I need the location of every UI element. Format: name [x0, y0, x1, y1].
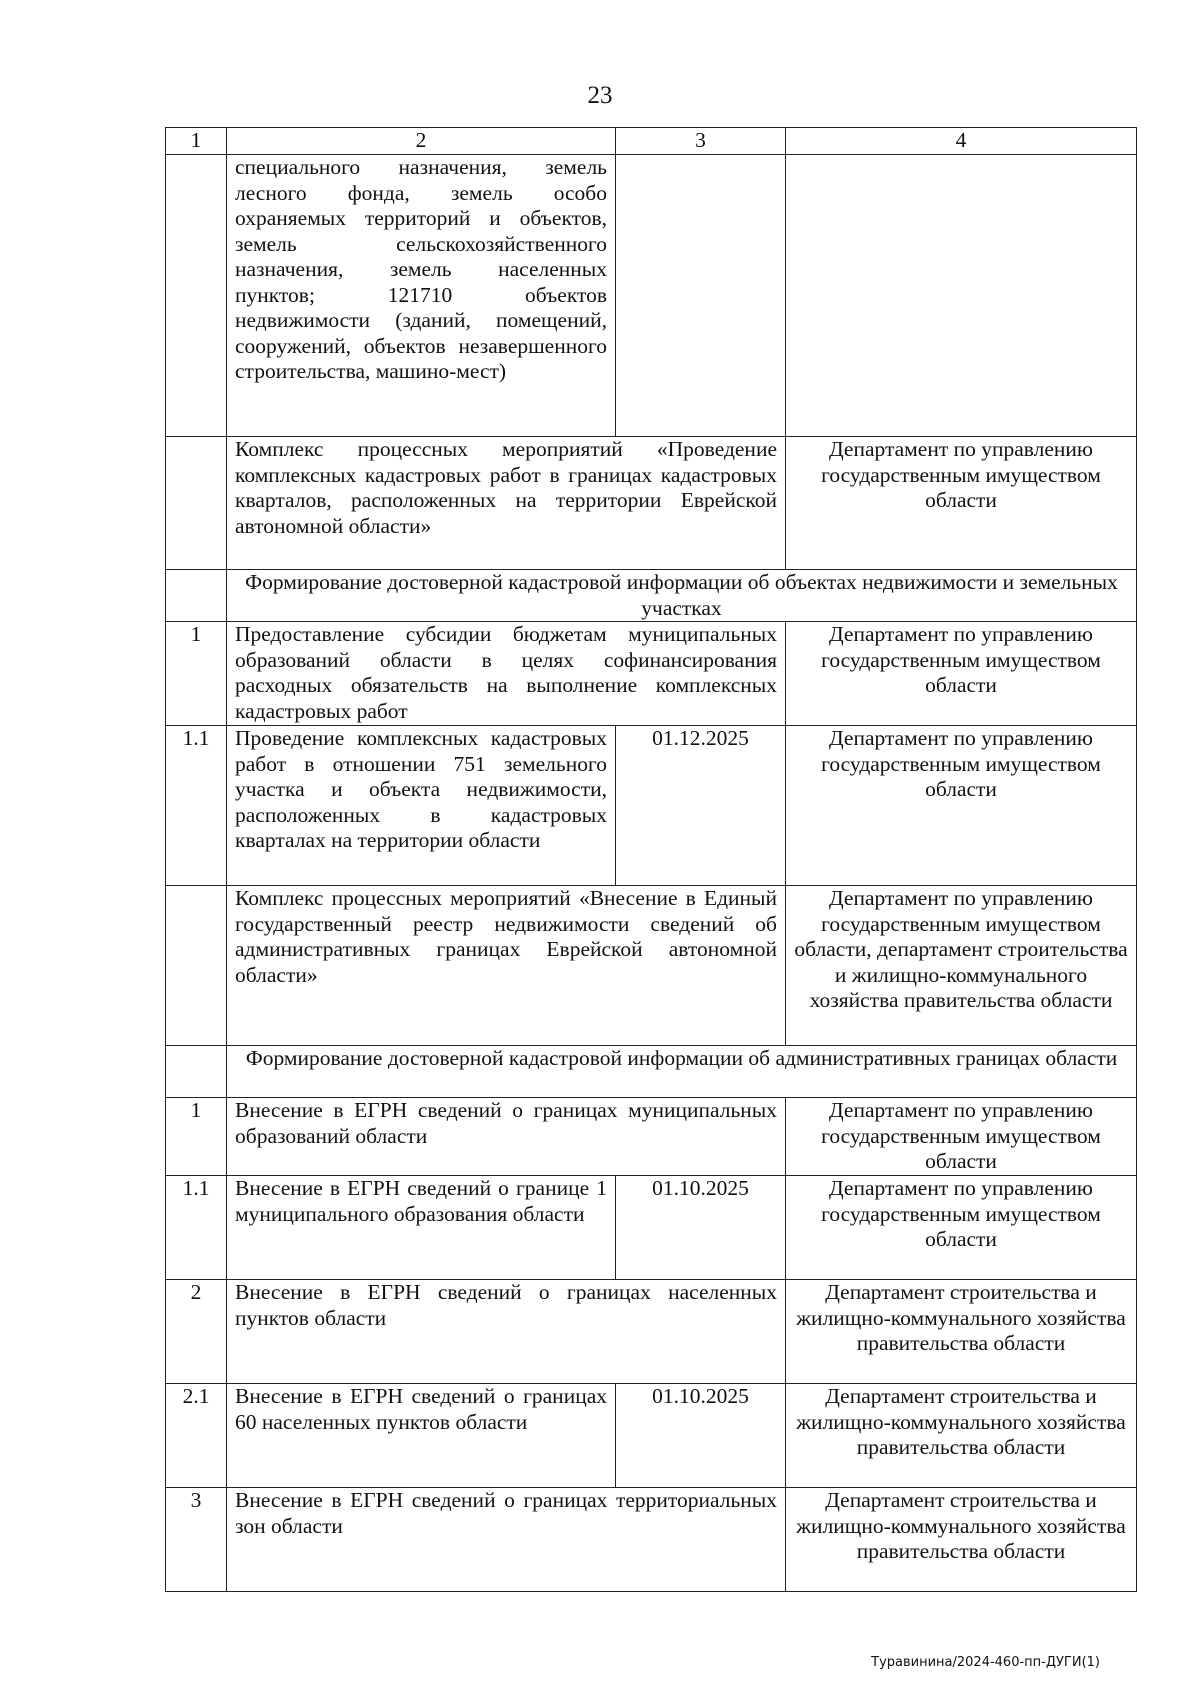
deadline: 01.12.2025	[616, 726, 786, 886]
row-number: 3	[166, 1488, 227, 1592]
responsible: Департамент строительства и жилищно-коммунального хозяйства правительства области	[786, 1280, 1137, 1384]
row-number	[166, 1046, 227, 1098]
deadline	[616, 155, 786, 437]
complex-title: Комплекс процессных мероприятий «Внесение в Единый государственный реестр недвижимости сведений об административных границах Еврейской автономной области»	[227, 886, 786, 1046]
row-number: 1.1	[166, 726, 227, 886]
responsible: Департамент по управлению государственным имуществом области, департамент строительства и жилищно-коммунального хозяйства правительства области	[786, 886, 1137, 1046]
header-col-4: 4	[786, 128, 1137, 155]
table-row	[166, 1098, 1137, 1176]
table-row	[166, 1176, 1137, 1280]
header-col-1: 1	[166, 128, 227, 155]
table-row	[166, 155, 1137, 437]
deadline: 01.10.2025	[616, 1176, 786, 1280]
table-row	[166, 1384, 1137, 1488]
responsible: Департамент по управлению государственным имуществом области	[786, 726, 1137, 886]
section-title: Формирование достоверной кадастровой информации об административных границах области	[227, 1046, 1137, 1098]
section-row	[166, 570, 1137, 622]
measure-text: Предоставление субсидии бюджетам муниципальных образований области в целях софинансирования расходных обязательств на выполнение комплексных кадастровых работ	[227, 622, 786, 726]
table-row	[166, 1280, 1137, 1384]
row-number: 2.1	[166, 1384, 227, 1488]
responsible: Департамент по управлению государственным имуществом области	[786, 1176, 1137, 1280]
row-number	[166, 570, 227, 622]
deadline: 01.10.2025	[616, 1384, 786, 1488]
table-row	[166, 886, 1137, 1046]
row-number	[166, 437, 227, 570]
section-row	[166, 1046, 1137, 1098]
measure-text: Внесение в ЕГРН сведений о границе 1 муниципального образования области	[227, 1176, 616, 1280]
table-row	[166, 1488, 1137, 1592]
row-number: 1	[166, 1098, 227, 1176]
measure-text: Внесение в ЕГРН сведений о границах муниципальных образований области	[227, 1098, 786, 1176]
measures-table	[165, 127, 1137, 1592]
table-header-row	[166, 128, 1137, 155]
measure-text: Внесение в ЕГРН сведений о границах 60 населенных пунктов области	[227, 1384, 616, 1488]
row-number: 1	[166, 622, 227, 726]
responsible: Департамент по управлению государственным имуществом области	[786, 1098, 1137, 1176]
row-number	[166, 155, 227, 437]
responsible: Департамент строительства и жилищно-коммунального хозяйства правительства области	[786, 1488, 1137, 1592]
responsible	[786, 155, 1137, 437]
measure-text: Проведение комплексных кадастровых работ в отношении 751 земельного участка и объекта недвижимости, расположенных в кадастровых кварталах на территории области	[227, 726, 616, 886]
row-number: 1.1	[166, 1176, 227, 1280]
responsible: Департамент строительства и жилищно-коммунального хозяйства правительства области	[786, 1384, 1137, 1488]
complex-title: Комплекс процессных мероприятий «Проведение комплексных кадастровых работ в границах кадастровых кварталов, расположенных на территории Еврейской автономной области»	[227, 437, 786, 570]
document-reference: Туравинина/2024-460-пп-ДУГИ(1)	[871, 1655, 1100, 1670]
header-col-3: 3	[616, 128, 786, 155]
row-number	[166, 886, 227, 1046]
responsible: Департамент по управлению государственным имуществом области	[786, 622, 1137, 726]
row-number: 2	[166, 1280, 227, 1384]
page-number: 23	[587, 82, 613, 109]
section-title: Формирование достоверной кадастровой информации об объектах недвижимости и земельных участках	[227, 570, 1137, 622]
table-row	[166, 726, 1137, 886]
responsible: Департамент по управлению государственным имуществом области	[786, 437, 1137, 570]
measure-text: специального назначения, земель лесного фонда, земель особо охраняемых территорий и объектов, земель сельскохозяйственного назначения, земель населенных пунктов; 121710 объектов недвижимости (зданий, помещений, сооружений, объектов незавершенного строительства, машино-мест)	[227, 155, 616, 437]
table-row	[166, 437, 1137, 570]
measure-text: Внесение в ЕГРН сведений о границах территориальных зон области	[227, 1488, 786, 1592]
table-row	[166, 622, 1137, 726]
header-col-2: 2	[227, 128, 616, 155]
measure-text: Внесение в ЕГРН сведений о границах населенных пунктов области	[227, 1280, 786, 1384]
